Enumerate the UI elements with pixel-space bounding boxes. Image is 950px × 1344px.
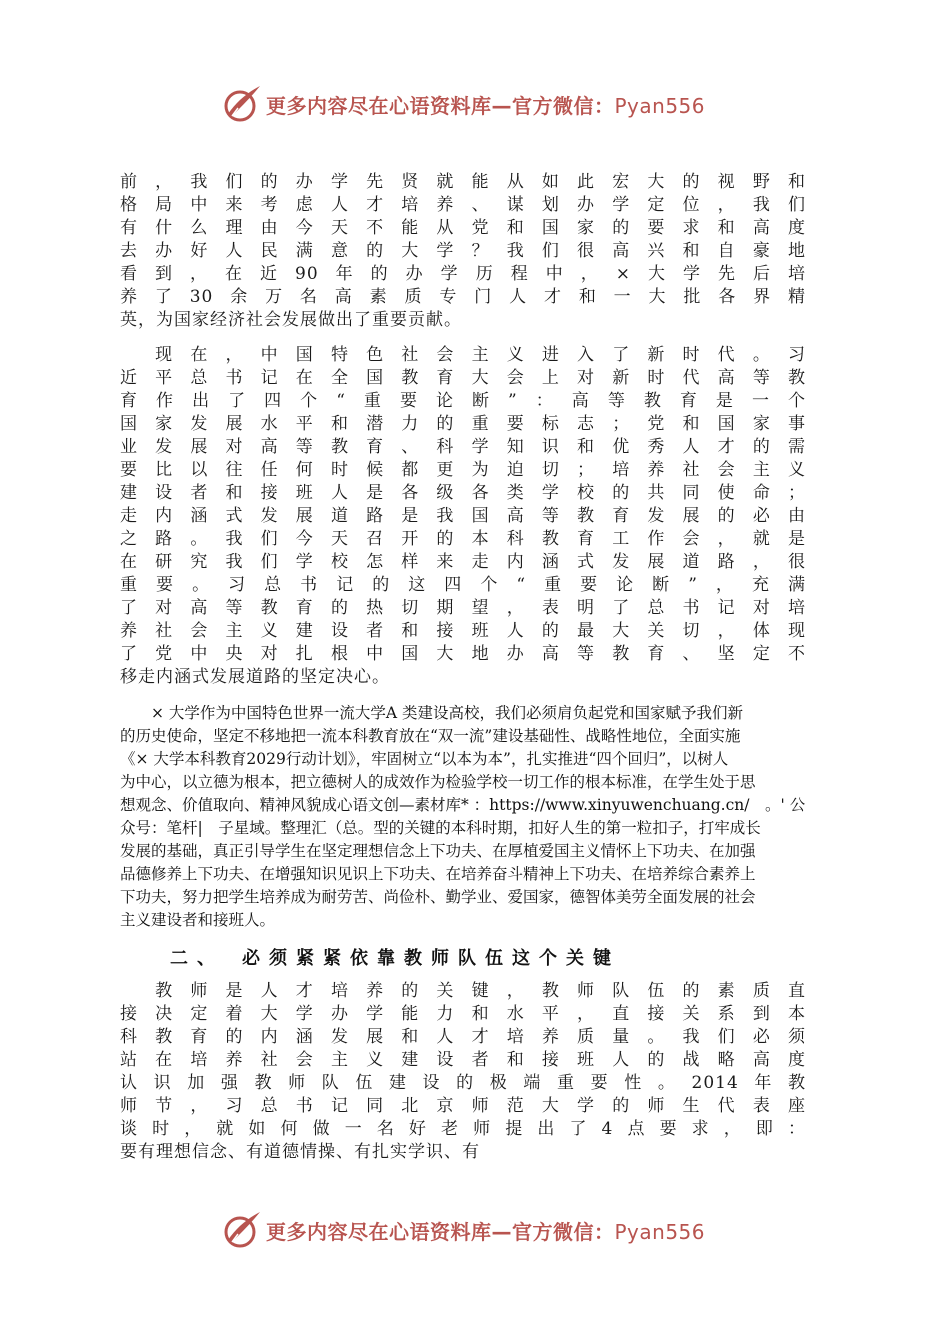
banner-text: 更多内容尽在心语资料库—官方微信：Pyan556 [266, 93, 706, 118]
text-line: 科教育的内涵发展和人才培养质量。我们必须 [120, 1027, 806, 1047]
text-line: 国家发展水平和潜力的重要标志；党和国家事 [120, 414, 806, 434]
quill-logo-icon [222, 84, 262, 124]
text-line: 前，我们的办学先贤就能从如此宏大的视野和 [120, 172, 806, 192]
text-line: 谈时，就如何做一名好老师提出了4点要求，即： [120, 1119, 806, 1139]
text-line: 要有理想信念、有道德情操、有扎实学识、有 [120, 1142, 480, 1162]
quill-logo-icon [222, 1210, 262, 1250]
text-line: 养社会主义建设者和接班人的最大关切，体现 [120, 621, 806, 641]
text-line: 发展的基础，真正引导学生在坚定理想信念上下功夫、在厚植爱国主义情怀上下功夫、在加强 [120, 842, 756, 860]
text-line: 育作出了四个“重要论断”：高等教育是一个 [120, 391, 806, 411]
text-line: 英，为国家经济社会发展做出了重要贡献。 [120, 310, 462, 330]
text-line: 想观念、价值取向、精神风貌成心语文创—素材库* ：https://www.xinyuwenchuang.cn/ 。' 公 [120, 796, 806, 814]
wechat-code: Pyan556 [614, 1219, 706, 1244]
text-line: 格局中来考虑人才培养、谋划办学定位，我们 [120, 195, 806, 215]
paragraph-4 [120, 980, 806, 1164]
text-line: 近平总书记在全国教育大会上对新时代高等教 [120, 368, 806, 388]
text-line: 认识加强教师队伍建设的极端重要性。2014年教 [120, 1073, 806, 1093]
text-line: 《× 大学本科教育2029行动计划》，牢固树立“以本为本”，扎实推进“四个回归”，以树人 [120, 750, 729, 768]
text-line: 移走内涵式发展道路的坚定决心。 [120, 667, 390, 687]
text-line: 下功夫，努力把学生培养成为耐劳苦、尚俭朴、勤学业、爱国家，德智体美劳全面发展的社会 [120, 888, 756, 906]
text-line: 品德修养上下功夫、在增强知识见识上下功夫、在培养奋斗精神上下功夫、在培养综合素养上 [120, 865, 756, 883]
text-line: 站在培养社会主义建设者和接班人的战略高度 [120, 1050, 806, 1070]
paragraph-1 [120, 171, 806, 332]
text-line: 有什么理由今天不能从党和国家的要求和高度 [120, 218, 806, 238]
text-line: 的历史使命，坚定不移地把一流本科教育放在“双一流”建设基础性、战略性地位，全面实施 [120, 727, 741, 745]
text-line: 现在，中国特色社会主义进入了新时代。习 [120, 345, 806, 365]
text-line: 看到，在近90年的办学历程中，×大学先后培 [120, 264, 806, 284]
section-heading: 二、 必须紧紧依靠教师队伍这个关键 [170, 948, 620, 969]
text-line: 建设者和接班人是各级各类学校的共同使命； [120, 483, 806, 503]
text-line: 养了30余万名高素质专门人才和一大批各界精 [120, 287, 806, 307]
text-line: × 大学作为中国特色世界一流大学A 类建设高校，我们必须肩负起党和国家赋予我们新 [120, 704, 744, 722]
text-line: 为中心，以立德为根本，把立德树人的成效作为检验学校一切工作的根本标准，在学生处于思 [120, 773, 756, 791]
text-line: 之路。我们今天召开的本科教育工作会，就是 [120, 529, 806, 549]
text-line: 教师是人才培养的关键，教师队伍的素质直 [120, 981, 806, 1001]
wechat-code: Pyan556 [614, 93, 706, 118]
paragraph-3 [120, 702, 823, 932]
text-line: 在研究我们学校怎样来走内涵式发展道路，很 [120, 552, 806, 572]
text-line: 业发展对高等教育、科学知识和优秀人才的需 [120, 437, 806, 457]
text-line: 要比以往任何时候都更为迫切；培养社会主义 [120, 460, 806, 480]
text-line: 师节，习总书记同北京师范大学的师生代表座 [120, 1096, 806, 1116]
text-line: 了对高等教育的热切期望，表明了总书记对培 [120, 598, 806, 618]
paragraph-2 [120, 344, 806, 689]
banner-text: 更多内容尽在心语资料库—官方微信：Pyan556 [266, 1219, 706, 1244]
text-line: 走内涵式发展道路是我国高等教育发展的必由 [120, 506, 806, 526]
text-line: 接决定着大学办学能力和水平，直接关系到本 [120, 1004, 806, 1024]
text-line: 主义建设者和接班人。 [120, 911, 276, 929]
text-line: 众号：笔杆| 子星域。整理汇（总。型的关键的本科时期，扣好人生的第一粒扣子，打牢成长 [120, 819, 761, 837]
text-line: 了党中央对扎根中国大地办高等教育、坚定不 [120, 644, 806, 664]
text-line: 重要。习总书记的这四个“重要论断”，充满 [120, 575, 806, 595]
header-banner [222, 84, 722, 124]
text-line: 去办好人民满意的大学？我们很高兴和自豪地 [120, 241, 806, 261]
footer-banner [222, 1210, 722, 1250]
